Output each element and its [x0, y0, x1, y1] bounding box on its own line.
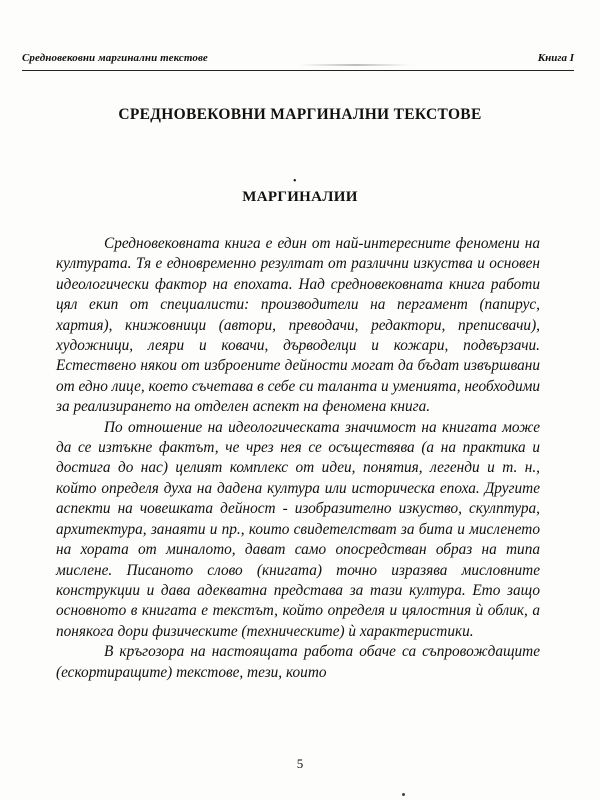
paragraph: По отношение на идеологическата значимост на книгата може да се изтъкне фактът, че чрез нея се осъществява (а на практика и достига до нас) целият комплекс от идеи, понятия, легенди и т. н., който определя духа на дадена култура или историческа епоха. Другите аспекти на човешката дейност - изобразително изкуство, скулптура, архитектура, занаяти и пр., които свидетелстват за бита и мисленето на хората от миналото, дават само опосредстван образ на типа мислене. Писаното слово (книгата) точно изразява мисловните конструкции и дава адекватна представа за тази култура. Ето защо основното в книгата е текстът, който определя и цялостния ѝ облик, а понякога дори физическите (техническите) ѝ характеристики. — [56, 418, 540, 640]
header-book-title: Средновековни маргинални текстове — [22, 52, 208, 64]
scan-artifact — [300, 64, 410, 66]
header-rule — [22, 70, 574, 71]
paragraph: Средновековната книга е един от най-интересните феномени на културата. Тя е едновременно резултат от различни изкуства и основен идеологически фактор на епохата. Над средновековната книга работи цял екип от специалисти: производители на пергамент (папирус, хартия), книжовници (автори, преводачи, редактори, преписвачи), художници, леяри и ковачи, дърводелци и кожари, подвързачи. Естествено някои от изброените дейности могат да бъдат извършвани от едно лице, което съчетава в себе си таланта и уменията, необходими за реализирането на отделен аспект на феномена книга. — [56, 235, 541, 416]
header-book-number: Книга I — [537, 52, 574, 64]
body-text — [56, 234, 540, 683]
paragraph: В кръгозора на настоящата работа обаче са съпровождащите (ескортиращите) текстове, тези, които — [56, 643, 540, 681]
page-number: 5 — [296, 756, 304, 771]
running-header — [22, 52, 574, 66]
section-bullet: • — [293, 176, 297, 187]
scan-artifact-dot — [402, 793, 405, 796]
section-title: МАРГИНАЛИИ — [242, 189, 358, 205]
page-title: СРЕДНОВЕКОВНИ МАРГИНАЛНИ ТЕКСТОВЕ — [118, 106, 482, 123]
